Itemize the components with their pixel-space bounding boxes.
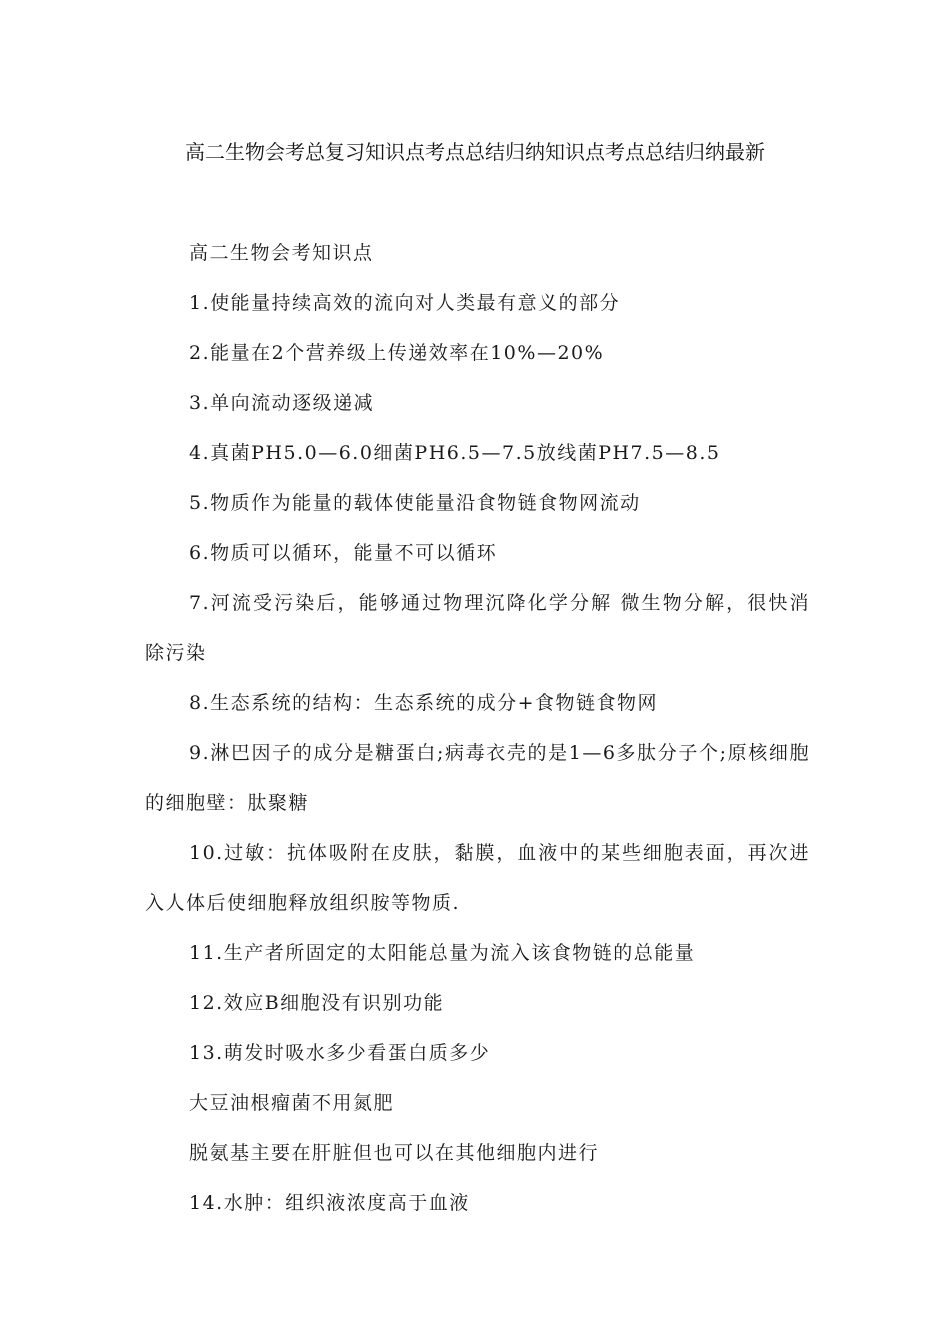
paragraph-item-13: 13.萌发时吸水多少看蛋白质多少 [189,1042,491,1064]
paragraph-item-6: 6.物质可以循环，能量不可以循环 [189,542,498,564]
paragraph-note-deamination: 脱氨基主要在肝脏但也可以在其他细胞内进行 [189,1142,600,1164]
paragraph-note-soybean: 大豆油根瘤菌不用氮肥 [189,1092,395,1114]
document-body [145,228,810,1228]
paragraph-item-1: 1.使能量持续高效的流向对人类最有意义的部分 [189,292,621,314]
paragraph-item-4: 4.真菌PH5.0—6.0细菌PH6.5—7.5放线菌PH7.5—8.5 [189,442,721,464]
paragraph-item-7: 7.河流受污染后，能够通过物理沉降化学分解 微生物分解，很快消除污染 [145,592,810,664]
paragraph-item-5: 5.物质作为能量的载体使能量沿食物链食物网流动 [189,492,641,514]
paragraph-item-14: 14.水肿：组织液浓度高于血液 [189,1192,470,1214]
paragraph-item-11: 11.生产者所固定的太阳能总量为流入该食物链的总能量 [189,942,696,964]
paragraph-item-10: 10.过敏：抗体吸附在皮肤，黏膜，血液中的某些细胞表面，再次进入人体后使细胞释放组织胺等物质. [145,842,810,914]
paragraph-item-9: 9.淋巴因子的成分是糖蛋白;病毒衣壳的是1—6多肽分子个;原核细胞的细胞壁：肽聚糖 [145,742,810,814]
paragraph-item-8: 8.生态系统的结构：生态系统的成分+食物链食物网 [189,692,659,714]
paragraph-heading: 高二生物会考知识点 [189,242,374,264]
paragraph-item-2: 2.能量在2个营养级上传递效率在10%—20% [189,342,605,364]
paragraph-item-12: 12.效应B细胞没有识别功能 [189,992,445,1014]
document-title: 高二生物会考总复习知识点考点总结归纳知识点考点总结归纳最新 [185,140,765,164]
paragraph-item-3: 3.单向流动逐级递减 [189,392,375,414]
